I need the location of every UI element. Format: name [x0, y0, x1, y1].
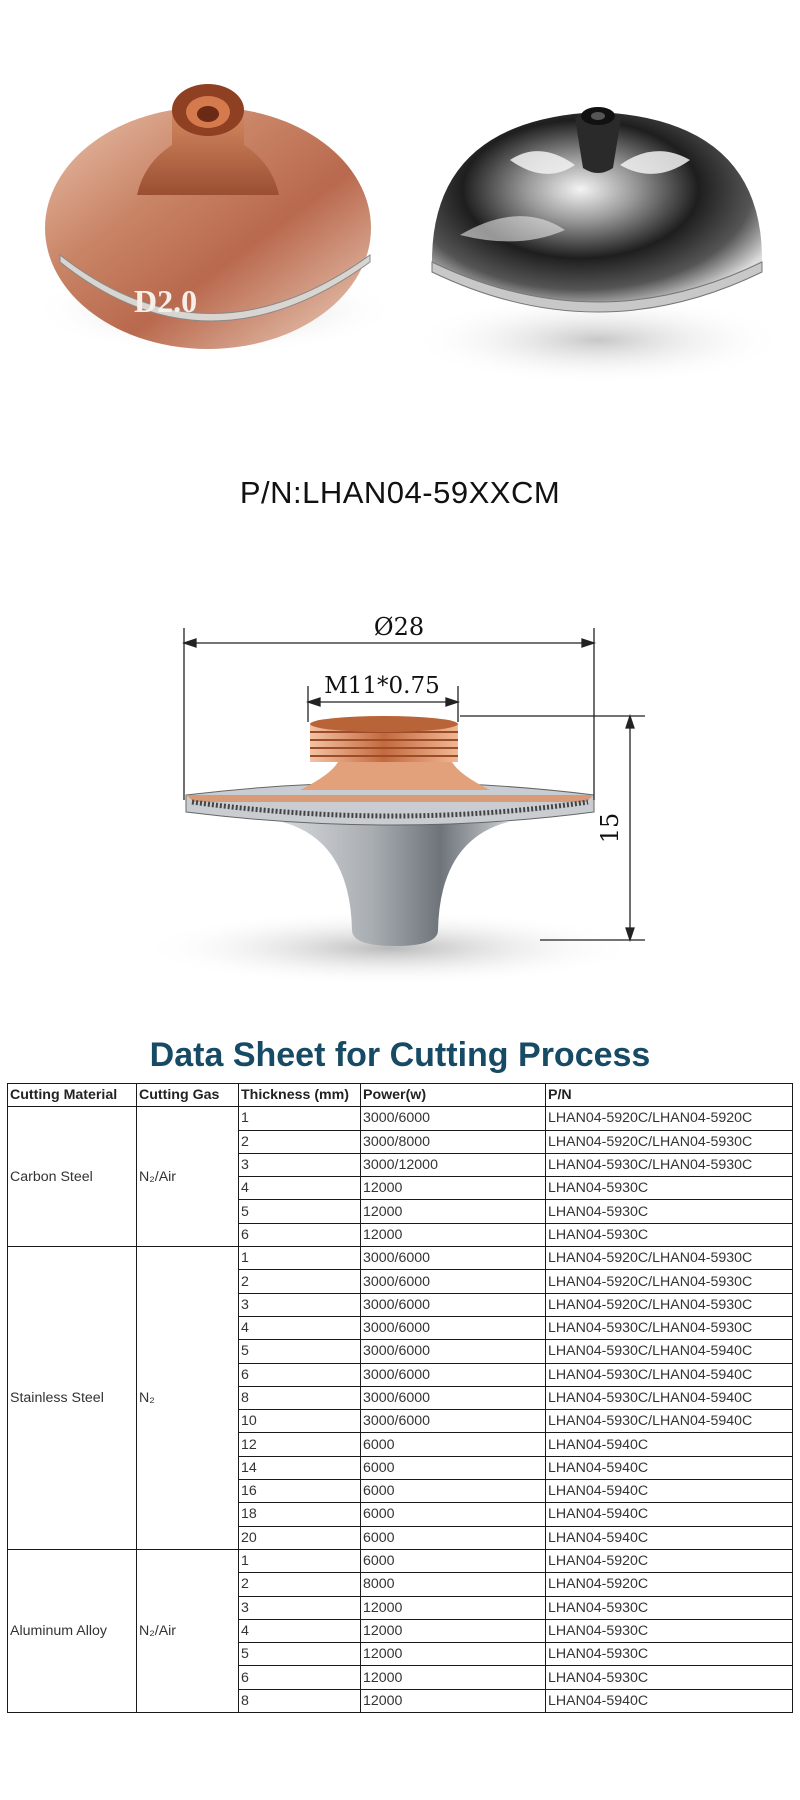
dimension-drawing: [0, 600, 800, 1020]
header-power: Power(w): [361, 1084, 546, 1107]
thickness-cell: 4: [239, 1177, 361, 1200]
material-cell: Stainless Steel: [8, 1247, 137, 1550]
power-cell: 3000/6000: [361, 1363, 546, 1386]
thickness-cell: 8: [239, 1386, 361, 1409]
part-number-cell: LHAN04-5920C/LHAN04-5930C: [546, 1130, 793, 1153]
power-cell: 3000/6000: [361, 1340, 546, 1363]
header-cutting-gas: Cutting Gas: [137, 1084, 239, 1107]
diameter-dimension: Ø28: [373, 613, 425, 641]
copper-nozzle-photo: [30, 84, 400, 355]
height-dimension: 15: [596, 812, 624, 844]
part-number-cell: LHAN04-5940C: [546, 1526, 793, 1549]
table-row: [8, 1247, 793, 1270]
thickness-cell: 16: [239, 1480, 361, 1503]
power-cell: 3000/6000: [361, 1386, 546, 1409]
thickness-cell: 3: [239, 1596, 361, 1619]
power-cell: 12000: [361, 1643, 546, 1666]
thickness-cell: 10: [239, 1410, 361, 1433]
power-cell: 8000: [361, 1573, 546, 1596]
power-cell: 3000/6000: [361, 1410, 546, 1433]
data-sheet-title: Data Sheet for Cutting Process: [149, 1036, 651, 1074]
power-cell: 3000/8000: [361, 1130, 546, 1153]
power-cell: 3000/6000: [361, 1270, 546, 1293]
thickness-cell: 2: [239, 1573, 361, 1596]
thickness-cell: 1: [239, 1247, 361, 1270]
part-number-cell: LHAN04-5930C/LHAN04-5930C: [546, 1316, 793, 1339]
part-number-caption: P/N:LHAN04-59XXCM: [239, 475, 561, 510]
thickness-cell: 18: [239, 1503, 361, 1526]
part-number-cell: LHAN04-5930C/LHAN04-5940C: [546, 1363, 793, 1386]
thickness-cell: 2: [239, 1270, 361, 1293]
part-number-cell: LHAN04-5920C/LHAN04-5920C: [546, 1107, 793, 1130]
thickness-cell: 5: [239, 1340, 361, 1363]
header-thickness: Thickness (mm): [239, 1084, 361, 1107]
power-cell: 6000: [361, 1480, 546, 1503]
part-number-cell: LHAN04-5930C: [546, 1619, 793, 1642]
power-cell: 12000: [361, 1223, 546, 1246]
part-number-cell: LHAN04-5930C: [546, 1596, 793, 1619]
thickness-cell: 3: [239, 1153, 361, 1176]
part-number-cell: LHAN04-5930C: [546, 1200, 793, 1223]
power-cell: 12000: [361, 1596, 546, 1619]
table-row: [8, 1107, 793, 1130]
thickness-cell: 2: [239, 1130, 361, 1153]
part-number-cell: LHAN04-5920C/LHAN04-5930C: [546, 1293, 793, 1316]
header-cutting-material: Cutting Material: [8, 1084, 137, 1107]
table-body: [8, 1107, 793, 1713]
part-number-cell: LHAN04-5930C: [546, 1666, 793, 1689]
power-cell: 12000: [361, 1689, 546, 1712]
product-photos: [0, 0, 800, 440]
part-number-cell: LHAN04-5940C: [546, 1689, 793, 1712]
chrome-nozzle-photo: [408, 107, 788, 385]
thickness-cell: 1: [239, 1549, 361, 1572]
thickness-cell: 20: [239, 1526, 361, 1549]
cutting-process-table: [7, 1083, 793, 1713]
material-cell: Carbon Steel: [8, 1107, 137, 1247]
power-cell: 3000/6000: [361, 1247, 546, 1270]
thickness-cell: 8: [239, 1689, 361, 1712]
power-cell: 12000: [361, 1200, 546, 1223]
power-cell: 12000: [361, 1619, 546, 1642]
thickness-cell: 12: [239, 1433, 361, 1456]
power-cell: 12000: [361, 1177, 546, 1200]
part-number-cell: LHAN04-5920C/LHAN04-5930C: [546, 1247, 793, 1270]
part-number-cell: LHAN04-5940C: [546, 1480, 793, 1503]
part-number-cell: LHAN04-5930C: [546, 1223, 793, 1246]
thickness-cell: 6: [239, 1363, 361, 1386]
part-number-cell: LHAN04-5920C: [546, 1549, 793, 1572]
power-cell: 6000: [361, 1549, 546, 1572]
power-cell: 6000: [361, 1503, 546, 1526]
part-number-cell: LHAN04-5940C: [546, 1433, 793, 1456]
thickness-cell: 6: [239, 1223, 361, 1246]
part-number-cell: LHAN04-5930C/LHAN04-5930C: [546, 1153, 793, 1176]
thickness-cell: 4: [239, 1619, 361, 1642]
part-number-cell: LHAN04-5920C/LHAN04-5930C: [546, 1270, 793, 1293]
thickness-cell: 1: [239, 1107, 361, 1130]
nozzle-label-text: D2.0: [134, 283, 198, 319]
material-cell: Aluminum Alloy: [8, 1549, 137, 1712]
power-cell: 6000: [361, 1456, 546, 1479]
power-cell: 6000: [361, 1433, 546, 1456]
table-header-row: [8, 1084, 793, 1107]
thread-dimension: M11*0.75: [324, 673, 440, 699]
part-number-cell: LHAN04-5930C: [546, 1643, 793, 1666]
gas-cell: N₂/Air: [137, 1549, 239, 1712]
thickness-cell: 6: [239, 1666, 361, 1689]
header-part-number: P/N: [546, 1084, 793, 1107]
power-cell: 3000/6000: [361, 1293, 546, 1316]
thickness-cell: 3: [239, 1293, 361, 1316]
thickness-cell: 4: [239, 1316, 361, 1339]
power-cell: 3000/6000: [361, 1316, 546, 1339]
part-number-cell: LHAN04-5930C/LHAN04-5940C: [546, 1386, 793, 1409]
power-cell: 12000: [361, 1666, 546, 1689]
part-number-cell: LHAN04-5940C: [546, 1456, 793, 1479]
thickness-cell: 5: [239, 1643, 361, 1666]
power-cell: 3000/12000: [361, 1153, 546, 1176]
part-number-cell: LHAN04-5930C/LHAN04-5940C: [546, 1340, 793, 1363]
power-cell: 3000/6000: [361, 1107, 546, 1130]
thickness-cell: 14: [239, 1456, 361, 1479]
part-number-cell: LHAN04-5930C: [546, 1177, 793, 1200]
part-number-cell: LHAN04-5930C/LHAN04-5940C: [546, 1410, 793, 1433]
part-number-cell: LHAN04-5940C: [546, 1503, 793, 1526]
gas-cell: N₂: [137, 1247, 239, 1550]
table-row: [8, 1549, 793, 1572]
thickness-cell: 5: [239, 1200, 361, 1223]
power-cell: 6000: [361, 1526, 546, 1549]
gas-cell: N₂/Air: [137, 1107, 239, 1247]
part-number-cell: LHAN04-5920C: [546, 1573, 793, 1596]
